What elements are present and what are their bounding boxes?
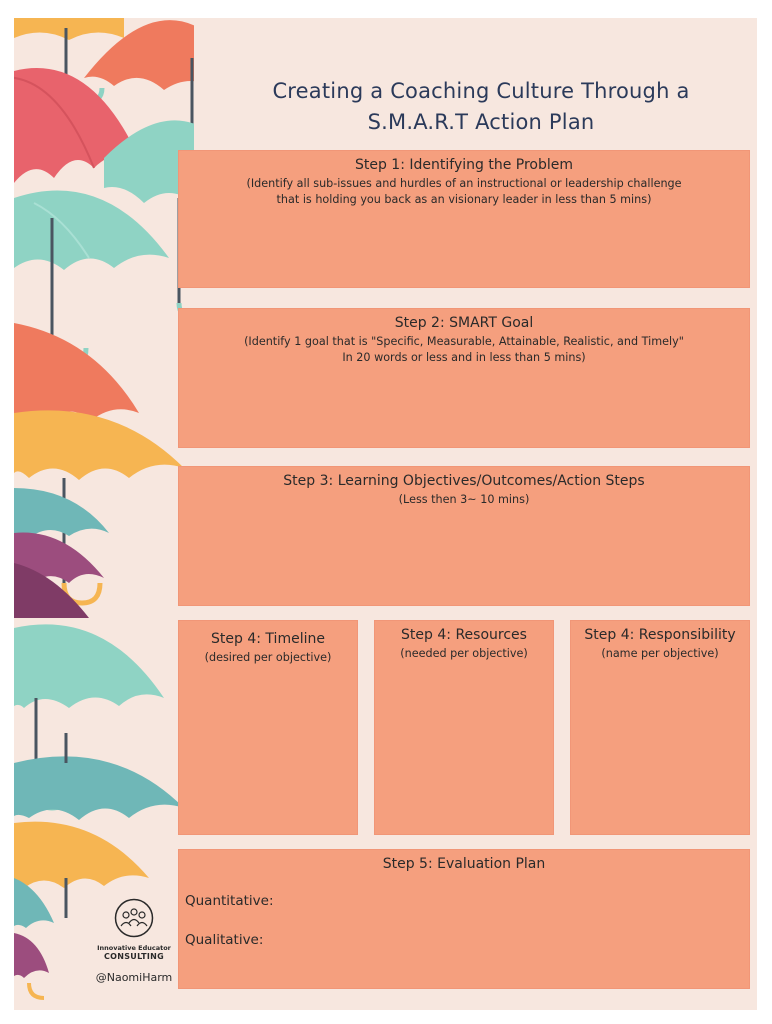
page-title <box>236 76 726 138</box>
umbrella-teal-lower <box>14 733 184 820</box>
umbrella-purple <box>14 533 104 618</box>
umbrella-illustration <box>14 18 194 1010</box>
step-4-resources-box[interactable] <box>374 620 554 835</box>
logo-line1: Innovative Educator <box>97 944 171 952</box>
step-1-heading: Step 1: Identifying the Problem <box>354 157 573 173</box>
step-3-box[interactable] <box>178 466 750 606</box>
umbrella-teal-bottom <box>14 878 54 928</box>
step-2-instructions: (Identify 1 goal that is "Specific, Measurable, Attainable, Realistic, and Timely" In 20 words or less and in less than 5 mins) <box>244 335 684 364</box>
worksheet-page <box>14 18 757 1010</box>
umbrella-teal-small <box>14 488 109 538</box>
logo-line2: CONSULTING <box>103 952 165 961</box>
quantitative-label: Quantitative: <box>185 893 274 909</box>
step-3-heading: Step 3: Learning Objectives/Outcomes/Action Steps <box>283 473 645 489</box>
step-3-instructions: (Less then 3~ 10 mins) <box>398 493 530 506</box>
step-4-responsibility-box[interactable] <box>570 620 750 835</box>
umbrella-purple-bottom <box>14 933 49 998</box>
step-4-responsibility-instructions: (name per objective) <box>601 647 719 660</box>
step-5-heading: Step 5: Evaluation Plan <box>382 856 546 872</box>
umbrella-orange-mid <box>14 323 139 420</box>
step-4-timeline-heading: Step 4: Timeline <box>211 631 325 647</box>
step-4-responsibility-heading: Step 4: Responsibility <box>584 627 736 643</box>
step-1-instructions: (Identify all sub-issues and hurdles of an instructional or leadership challenge that is holding you back as an visionary leader in less than 5 mins) <box>246 177 682 206</box>
step-4-resources-instructions: (needed per objective) <box>400 647 528 660</box>
step-5-box[interactable] <box>178 849 750 989</box>
brand-logo-block <box>84 898 184 984</box>
step-1-box[interactable] <box>178 150 750 288</box>
people-group-icon <box>114 898 154 938</box>
qualitative-label: Qualitative: <box>185 932 264 948</box>
step-4-timeline-instructions: (desired per objective) <box>204 651 332 664</box>
page-title-line1: Creating a Coaching Culture Through a <box>272 79 690 103</box>
author-handle[interactable]: @NaomiHarm <box>95 971 173 984</box>
step-4-timeline-box[interactable] <box>178 620 358 835</box>
step-2-box[interactable] <box>178 308 750 448</box>
page-title-line2: S.M.A.R.T Action Plan <box>367 110 595 134</box>
umbrella-yellow-top <box>14 18 124 40</box>
step-2-heading: Step 2: SMART Goal <box>394 315 534 331</box>
step-4-resources-heading: Step 4: Resources <box>401 627 527 643</box>
